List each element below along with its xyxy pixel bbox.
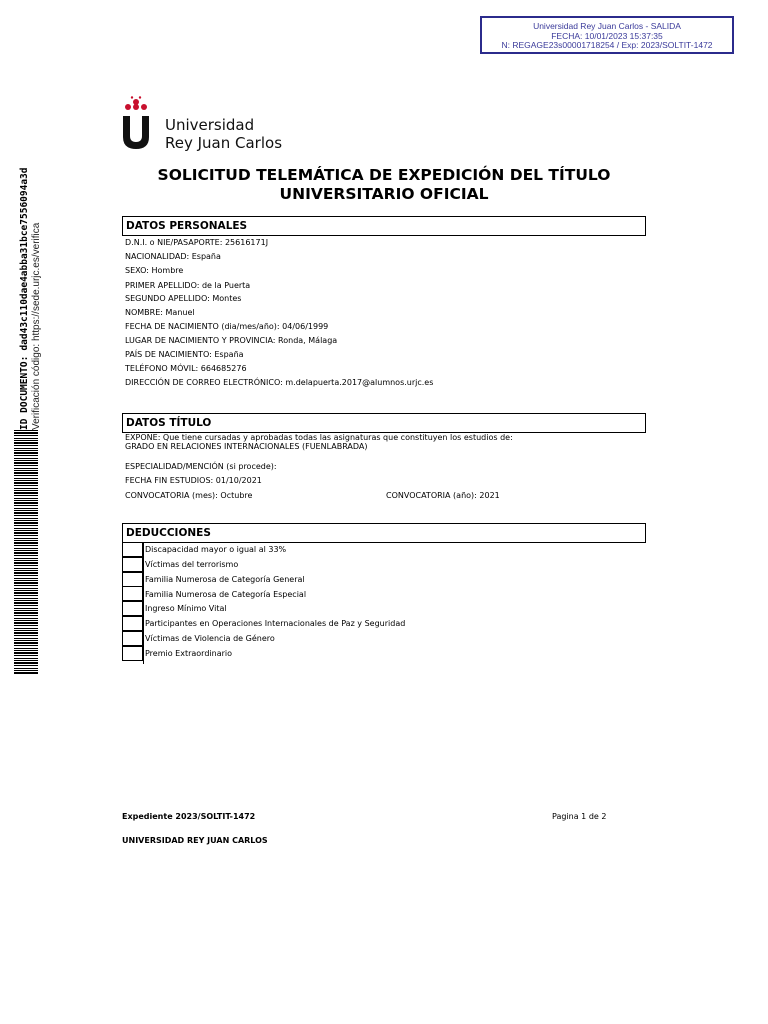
field-dni: D.N.I. o NIE/PASAPORTE: 25616171J [125,238,269,247]
registry-stamp [480,16,734,54]
section-heading-personal: DATOS PERSONALES [122,216,646,236]
checkbox-familia-general[interactable] [122,572,143,587]
deduccion-label-terrorismo: Víctimas del terrorismo [145,560,239,569]
field-nacionalidad: NACIONALIDAD: España [125,252,221,261]
field-convocatoria-mes: CONVOCATORIA (mes): Octubre [125,491,253,500]
field-grado: GRADO EN RELACIONES INTERNACIONALES (FUENLABRADA) [125,442,368,451]
footer-universidad: UNIVERSIDAD REY JUAN CARLOS [122,836,268,845]
deduccion-label-violencia-genero: Víctimas de Violencia de Género [145,634,275,643]
page-title [122,166,646,204]
title-line-1: SOLICITUD TELEMÁTICA DE EXPEDICIÓN DEL TÍTULO [157,166,611,184]
checkbox-discapacidad[interactable] [122,542,143,557]
university-name-line-2: Rey Juan Carlos [165,134,283,152]
urjc-crest-icon [122,96,162,154]
deduccion-label-ingreso-minimo: Ingreso Mínimo Vital [145,604,227,613]
deduccion-label-familia-especial: Familia Numerosa de Categoría Especial [145,590,307,599]
field-telefono: TELÉFONO MÓVIL: 664685276 [125,364,247,373]
field-segundo-apellido: SEGUNDO APELLIDO: Montes [125,294,242,303]
document-id-label: ID DOCUMENTO: [19,355,30,430]
field-email: DIRECCIÓN DE CORREO ELECTRÓNICO: m.delapuerta.2017@alumnos.urjc.es [125,378,434,387]
field-fecha-nacimiento: FECHA DE NACIMIENTO (dia/mes/año): 04/06/1999 [125,322,329,331]
checkbox-familia-especial[interactable] [122,586,143,601]
stamp-line-2: FECHA: 10/01/2023 15:37:35 [551,30,663,41]
footer-expediente: Expediente 2023/SOLTIT-1472 [122,812,256,821]
checkbox-violencia-genero[interactable] [122,631,143,646]
checkbox-ingreso-minimo[interactable] [122,601,143,616]
title-line-2: UNIVERSITARIO OFICIAL [279,185,489,203]
deduccion-label-operaciones-paz: Participantes en Operaciones Internacionales de Paz y Seguridad [145,619,406,628]
deduccion-label-discapacidad: Discapacidad mayor o igual al 33% [145,545,287,554]
stamp-line-1: Universidad Rey Juan Carlos - SALIDA [533,21,681,31]
deduccion-label-premio-extraordinario: Premio Extraordinario [145,649,233,658]
field-pais-nacimiento: PAÍS DE NACIMIENTO: España [125,350,244,359]
checkbox-premio-extraordinario[interactable] [122,646,143,661]
field-lugar-nacimiento: LUGAR DE NACIMIENTO Y PROVINCIA: Ronda, Málaga [125,336,338,345]
deducciones-divider [143,542,144,664]
field-expone: EXPONE: Que tiene cursadas y aprobadas todas las asignaturas que constituyen los estudios de: [125,433,513,442]
university-name [165,116,282,152]
checkbox-operaciones-paz[interactable] [122,616,143,631]
field-especialidad: ESPECIALIDAD/MENCIÓN (si procede): [125,462,277,471]
field-convocatoria-anio: CONVOCATORIA (año): 2021 [386,491,500,500]
field-nombre: NOMBRE: Manuel [125,308,195,317]
field-fecha-fin: FECHA FIN ESTUDIOS: 01/10/2021 [125,476,262,485]
field-primer-apellido: PRIMER APELLIDO: de la Puerta [125,281,251,290]
footer-pagina: Pagina 1 de 2 [552,812,607,821]
section-heading-deducciones: DEDUCCIONES [122,523,646,543]
deduccion-label-familia-general: Familia Numerosa de Categoría General [145,575,305,584]
university-name-line-1: Universidad [165,116,255,134]
section-heading-titulo: DATOS TÍTULO [122,413,646,433]
checkbox-terrorismo[interactable] [122,557,143,572]
document-id-value: dad43c110dae4abba31bce7556094a3d [19,167,30,351]
field-sexo: SEXO: Hombre [125,266,184,275]
stamp-line-3: N: REGAGE23s00001718254 / Exp: 2023/SOLTIT-1472 [501,40,713,50]
barcode [14,430,38,675]
verification-link[interactable]: Verificación código: https://sede.urjc.es/verifica [31,222,42,430]
